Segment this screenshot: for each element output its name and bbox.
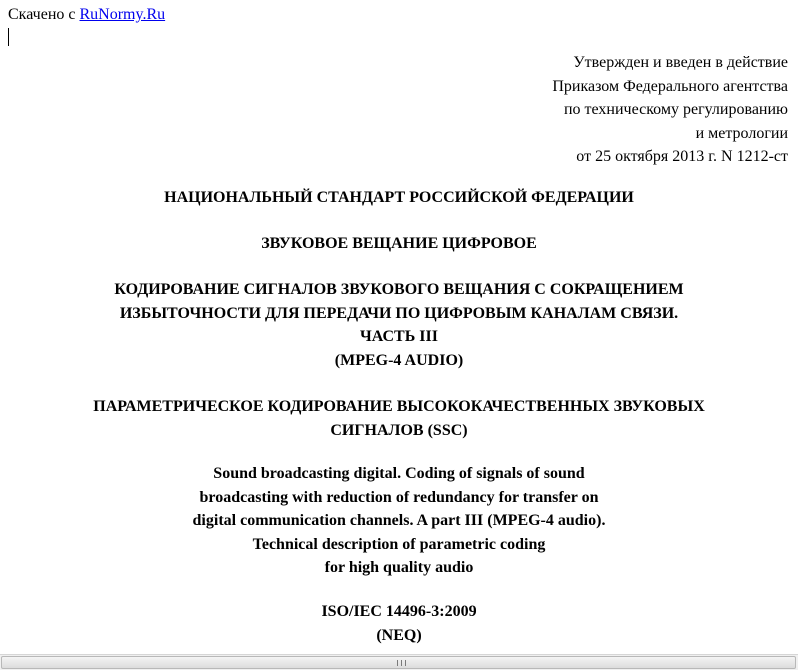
coding-title-line: (MPEG-4 AUDIO) bbox=[334, 351, 464, 369]
broadcast-title-text: ЗВУКОВОЕ ВЕЩАНИЕ ЦИФРОВОЕ bbox=[261, 235, 537, 252]
broadcast-title bbox=[0, 232, 798, 256]
english-title-line: Sound broadcasting digital. Coding of signals of sound bbox=[213, 465, 585, 482]
source-prefix: Скачено с bbox=[8, 6, 80, 23]
parametric-title-line: СИГНАЛОВ (SSC) bbox=[330, 421, 468, 439]
source-line bbox=[8, 5, 165, 24]
coding-title-line: ИЗБЫТОЧНОСТИ ДЛЯ ПЕРЕДАЧИ ПО ЦИФРОВЫМ КАНАЛАМ СВЯЗИ. bbox=[119, 304, 679, 322]
english-title bbox=[0, 462, 798, 580]
text-cursor bbox=[8, 28, 9, 46]
coding-title-line: КОДИРОВАНИЕ СИГНАЛОВ ЗВУКОВОГО ВЕЩАНИЯ С СОКРАЩЕНИЕМ bbox=[114, 281, 684, 298]
coding-title-line: ЧАСТЬ III bbox=[360, 328, 438, 345]
standard-title-text: НАЦИОНАЛЬНЫЙ СТАНДАРТ РОССИЙСКОЙ ФЕДЕРАЦИИ bbox=[164, 189, 634, 206]
parametric-title bbox=[0, 395, 798, 442]
coding-title bbox=[0, 278, 798, 372]
approval-line: по техническому регулированию bbox=[563, 101, 788, 118]
grip-icon bbox=[397, 660, 406, 666]
horizontal-scrollbar[interactable] bbox=[0, 654, 798, 670]
iso-number: ISO/IEC 14496-3:2009 bbox=[321, 603, 477, 620]
english-title-line: broadcasting with reduction of redundancy for transfer on bbox=[199, 488, 599, 506]
scrollbar-thumb[interactable] bbox=[1, 656, 796, 669]
approval-line: Приказом Федерального агентства bbox=[552, 77, 788, 95]
approval-line: Утвержден и введен в действие bbox=[573, 54, 788, 71]
approval-line: от 25 октября 2013 г. N 1212-ст bbox=[576, 148, 788, 165]
approval-line: и метрологии bbox=[695, 124, 788, 142]
standard-title bbox=[0, 186, 798, 210]
iso-equivalence: (NEQ) bbox=[376, 626, 422, 644]
parametric-title-line: ПАРАМЕТРИЧЕСКОЕ КОДИРОВАНИЕ ВЫСОКОКАЧЕСТВЕННЫХ ЗВУКОВЫХ bbox=[93, 398, 705, 415]
runormy-link[interactable]: RuNormy.Ru bbox=[79, 6, 166, 23]
english-title-line: digital communication channels. A part III (MPEG-4 audio). bbox=[192, 512, 606, 529]
approval-block bbox=[552, 51, 788, 169]
english-title-line: for high quality audio bbox=[324, 559, 474, 576]
english-title-line: Technical description of parametric coding bbox=[252, 535, 546, 553]
iso-reference bbox=[0, 600, 798, 647]
